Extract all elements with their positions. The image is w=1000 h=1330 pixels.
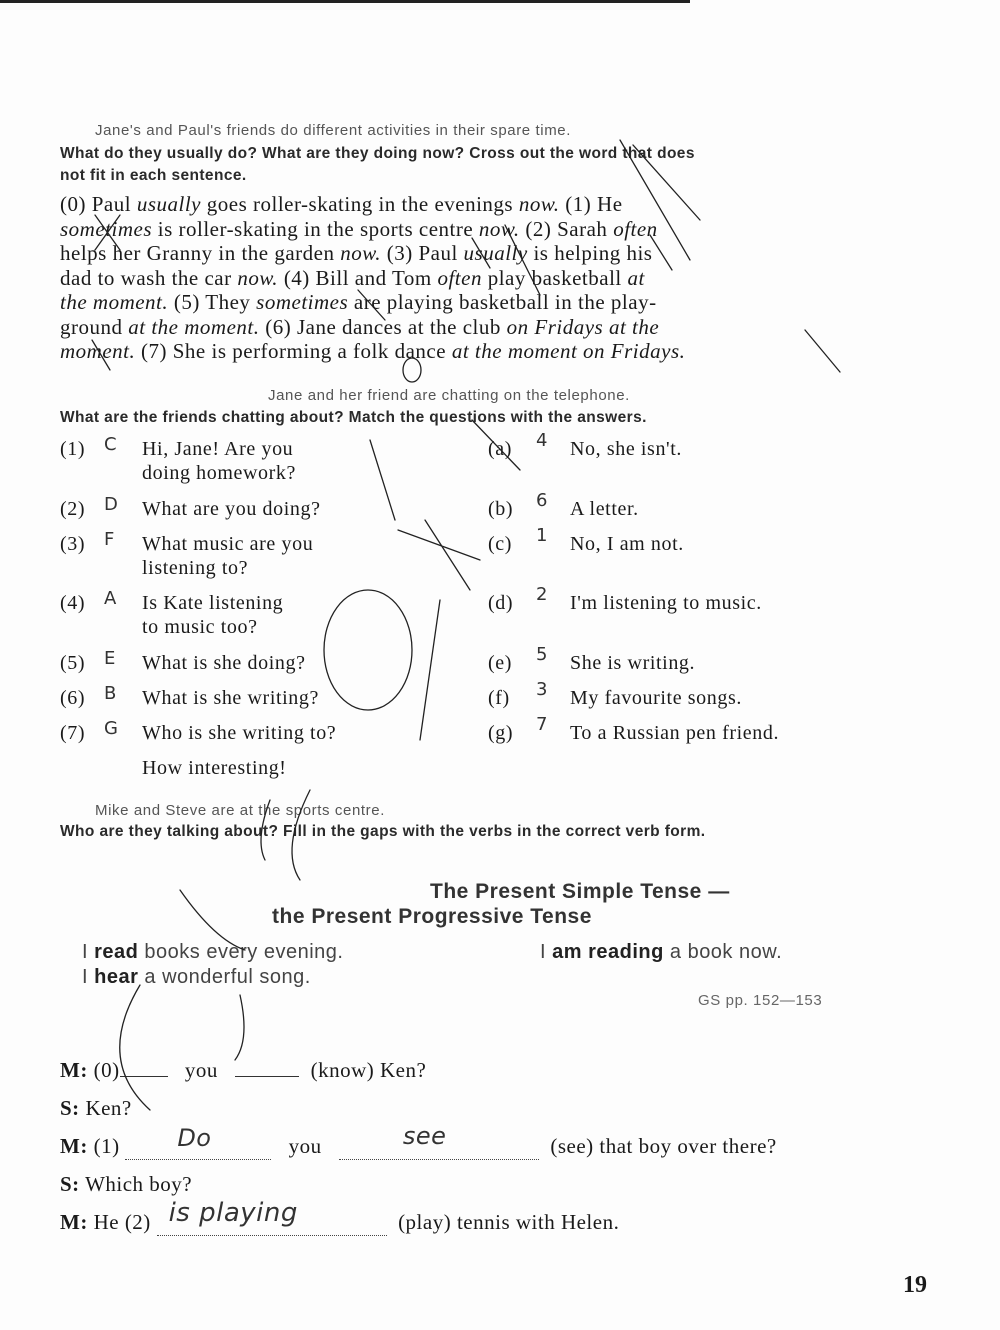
handwritten-answer-is-playing: is playing: [168, 1198, 298, 1228]
page-number: 19: [903, 1272, 927, 1298]
answer-item: [488, 430, 888, 461]
dialogue-text: you: [288, 1134, 322, 1158]
answer-text: I'm listening to music.: [570, 592, 762, 614]
ex1-text: (1) He: [559, 192, 623, 216]
handwritten-match-mark: C: [104, 434, 118, 455]
ex1-italic-text: sometimes: [60, 216, 152, 241]
dialogue-text: (see) that boy over there?: [550, 1134, 777, 1158]
grammar-example-1a: [82, 941, 343, 964]
question-text: listening to?: [142, 557, 249, 579]
ex2-intro: Jane and her friend are chatting on the telephone.: [268, 387, 630, 404]
ex1-line: [60, 217, 872, 242]
question-text: Is Kate listening: [142, 592, 284, 614]
answer-letter: (b): [488, 498, 514, 520]
ex1-italic-text: on Fridays at the: [506, 314, 660, 339]
answer-item: [488, 584, 888, 615]
example-pronoun: I: [540, 941, 547, 963]
ex1-intro: Jane's and Paul's friends do different activities in their spare time.: [95, 122, 572, 139]
ex1-text: ground: [60, 314, 129, 339]
handwritten-match-mark: 5: [536, 644, 549, 665]
example-verb-read: read: [94, 941, 139, 963]
question-number: (5): [60, 652, 86, 674]
ex1-italic-text: often: [613, 216, 658, 241]
answer-letter: (e): [488, 652, 512, 674]
question-item: [60, 529, 460, 580]
example-pronoun: I: [82, 941, 89, 963]
handwritten-match-mark: 6: [536, 490, 549, 511]
gap-number: He (2): [93, 1210, 151, 1234]
gap-1a[interactable]: [125, 1124, 271, 1160]
handwritten-match-mark: F: [104, 529, 115, 550]
ex1-text: (2) Sarah: [519, 216, 614, 241]
answer-item: [488, 525, 888, 556]
question-text: What music are you: [142, 533, 314, 555]
handwritten-match-mark: G: [104, 718, 119, 739]
answer-text: A letter.: [570, 498, 639, 520]
ex1-text: (0) Paul: [60, 192, 137, 216]
answer-text: To a Russian pen friend.: [570, 722, 780, 744]
answer-letter: (d): [488, 592, 514, 614]
handwritten-answer-do: Do: [177, 1124, 212, 1152]
ex1-italic-text: at: [627, 265, 645, 290]
answer-item: [488, 679, 888, 710]
ex1-instruction-line2: not fit in each sentence.: [60, 167, 247, 184]
question-text: doing homework?: [142, 462, 296, 484]
answer-letter: (g): [488, 722, 514, 744]
handwritten-match-mark: B: [104, 683, 117, 704]
handwritten-match-mark: D: [104, 494, 119, 515]
top-rule: [0, 0, 690, 3]
ex3-instruction: Who are they talking about? Fill in the gaps with the verbs in the correct verb form.: [60, 823, 706, 840]
ex1-italic-text: now.: [478, 216, 520, 241]
question-number: (2): [60, 498, 86, 520]
question-item: [60, 718, 460, 779]
answer-letter: (f): [488, 687, 510, 709]
dialogue-text: (play) tennis with Helen.: [398, 1210, 620, 1234]
question-text: What is she writing?: [142, 687, 319, 709]
answer-letter: (a): [488, 438, 512, 460]
ex1-line: [60, 339, 872, 364]
speaker-label: M:: [60, 1210, 88, 1234]
gap-2[interactable]: [157, 1198, 387, 1236]
scribble-curve: [235, 995, 244, 1060]
ex1-italic-text: at the moment on Fridays.: [451, 339, 686, 363]
gap-1b[interactable]: [339, 1122, 539, 1160]
handwritten-match-mark: 1: [536, 525, 549, 546]
ex1-line: [60, 315, 872, 340]
ex1-text: (3) Paul: [380, 241, 464, 265]
dialogue-text: Which boy?: [85, 1172, 193, 1196]
speaker-label: S:: [60, 1096, 80, 1120]
ex1-text: play basketball: [481, 265, 628, 290]
question-text: to music too?: [142, 616, 258, 638]
ex1-text: (6) Jane dances at the club: [259, 314, 507, 339]
ex1-line: [60, 192, 872, 217]
grammar-title-2: the Present Progressive Tense: [272, 905, 592, 928]
answer-text: My favourite songs.: [570, 687, 742, 709]
gap-number: (1): [93, 1134, 120, 1158]
answer-item: [488, 644, 888, 675]
ex1-instruction: [60, 143, 872, 187]
ex1-text: (4) Bill and Tom: [278, 265, 438, 290]
question-item: [60, 648, 460, 675]
dialogue-line-3: [60, 1172, 192, 1197]
grammar-title-1: The Present Simple Tense —: [430, 880, 730, 903]
ex1-italic-text: the moment.: [60, 290, 169, 314]
question-text: How interesting!: [142, 757, 287, 779]
question-item: [60, 494, 460, 521]
scribble-curve: [120, 985, 150, 1110]
ex1-italic-text: often: [437, 265, 482, 290]
question-number: (3): [60, 533, 86, 555]
question-number: (4): [60, 592, 86, 614]
grammar-reference: GS pp. 152—153: [698, 992, 823, 1009]
speaker-label: M:: [60, 1134, 88, 1158]
ex1-line: [60, 266, 872, 291]
ex1-italic-text: now.: [518, 192, 560, 216]
gap-number: (0): [93, 1058, 120, 1082]
ex2-instruction: What are the friends chatting about? Match the questions with the answers.: [60, 409, 647, 426]
ex1-line: [60, 241, 872, 266]
ex1-italic-text: at the moment.: [128, 314, 260, 339]
ex1-italic-text: moment.: [60, 339, 136, 363]
handwritten-match-mark: 7: [536, 714, 549, 735]
ex1-text: are playing basketball in the play-: [348, 290, 657, 314]
ex1-italic-text: now.: [237, 265, 279, 290]
ex1-text: dad to wash the car: [60, 265, 238, 290]
ex1-text: goes roller-skating in the evenings: [201, 192, 519, 216]
ex1-text: helps her Granny in the garden: [60, 241, 341, 265]
example-rest-2: a wonderful song.: [138, 966, 311, 988]
question-item: [60, 434, 460, 485]
ex1-text: (5) They: [168, 290, 257, 314]
question-item: [60, 683, 460, 710]
handwritten-match-mark: 4: [536, 430, 549, 451]
answer-item: [488, 714, 888, 745]
ex1-text: is roller-skating in the sports centre: [152, 216, 479, 241]
example-verb-hear: hear: [94, 966, 139, 988]
handwritten-match-mark: 3: [536, 679, 549, 700]
ex1-line: [60, 290, 872, 315]
question-number: (1): [60, 438, 86, 460]
ex1-italic-text: usually: [463, 241, 528, 265]
dialogue-text: (know) Ken?: [310, 1058, 427, 1082]
grammar-example-1b: [540, 941, 782, 964]
speaker-label: M:: [60, 1058, 88, 1082]
ex1-paragraph: [60, 192, 872, 364]
handwritten-match-mark: A: [104, 588, 117, 609]
answer-text: She is writing.: [570, 652, 696, 674]
example-pronoun: I: [82, 966, 89, 988]
answer-text: No, she isn't.: [570, 438, 683, 460]
handwritten-match-mark: E: [104, 648, 116, 669]
answer-text: No, I am not.: [570, 533, 684, 555]
dialogue-line-1: [60, 1096, 132, 1121]
dialogue-line-4: [60, 1198, 620, 1236]
question-text: Who is she writing to?: [142, 722, 337, 744]
dialogue-text: Ken?: [85, 1096, 132, 1120]
example-rest-1b: a book now.: [663, 941, 783, 963]
grammar-example-2: [82, 966, 311, 989]
question-text: What are you doing?: [142, 498, 321, 520]
ex3-intro: Mike and Steve are at the sports centre.: [95, 802, 385, 819]
question-text: Hi, Jane! Are you: [142, 438, 294, 460]
question-item: [60, 588, 460, 639]
question-number: (7): [60, 722, 86, 744]
question-number: (6): [60, 687, 86, 709]
handwritten-match-mark: 2: [536, 584, 549, 605]
ex1-italic-text: usually: [136, 192, 201, 216]
gap-0b[interactable]: [235, 1058, 299, 1077]
answer-item: [488, 490, 888, 521]
gap-0a[interactable]: [120, 1058, 168, 1077]
ex1-text: is helping his: [527, 241, 653, 265]
dialogue-line-2: [60, 1122, 777, 1160]
example-verb-am-reading: am reading: [552, 941, 664, 963]
answer-letter: (c): [488, 533, 512, 555]
ex1-text: (7) She is performing a folk dance: [135, 339, 452, 363]
ex1-instruction-line1: What do they usually do? What are they doing now? Cross out the word that does: [60, 145, 695, 162]
handwritten-answer-see: see: [402, 1122, 447, 1150]
example-rest-1a: books every evening.: [138, 941, 344, 963]
question-text: What is she doing?: [142, 652, 306, 674]
ex1-italic-text: sometimes: [256, 290, 349, 314]
dialogue-text: you: [184, 1058, 218, 1082]
dialogue-line-0: [60, 1058, 426, 1083]
ex1-italic-text: now.: [340, 241, 381, 265]
speaker-label: S:: [60, 1172, 80, 1196]
